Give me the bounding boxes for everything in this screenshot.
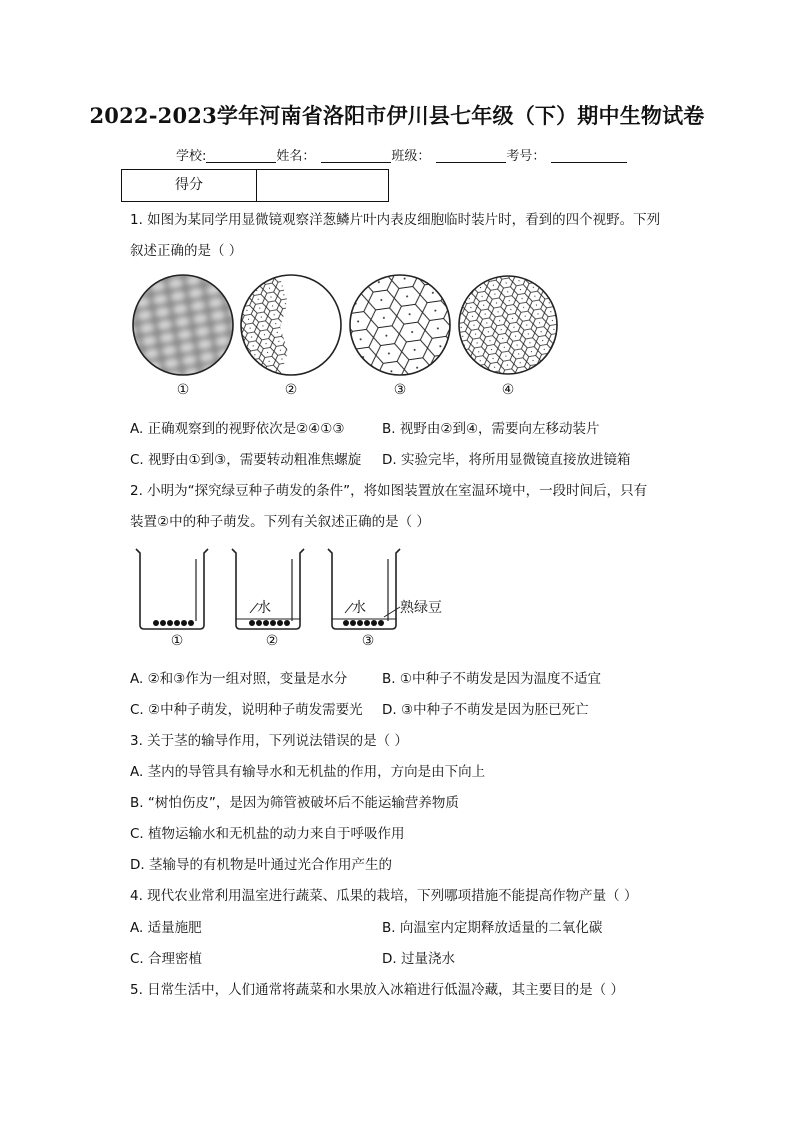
seed-germination-figure [134, 545, 454, 633]
field-3-large-cells [348, 272, 458, 380]
q4-option-b[interactable]: B. 向温室内定期释放适量的二氧化碳 [382, 920, 603, 936]
q3-stem: 3. 关于茎的输导作用，下列说法错误的是（ ） [130, 733, 408, 749]
number-blank[interactable] [551, 149, 627, 163]
q2-figure-label-2: ② [265, 633, 279, 649]
score-value-cell[interactable] [257, 170, 388, 201]
q4-option-a[interactable]: A. 适量施肥 [130, 920, 202, 936]
q2-stem-line2: 装置②中的种子萌发。下列有关叙述正确的是（ ） [130, 514, 430, 530]
q3-option-b[interactable]: B. “树怕伤皮”，是因为筛管被破坏后不能运输营养物质 [130, 795, 459, 811]
q4-option-d[interactable]: D. 过量浇水 [382, 951, 455, 967]
name-blank[interactable] [321, 149, 391, 163]
school-label: 学校: [176, 149, 207, 164]
water-label-2: 水 [257, 600, 271, 616]
q2-option-b[interactable]: B. ①中种子不萌发是因为温度不适宜 [382, 671, 601, 687]
q1-figure-label-1: ① [176, 382, 190, 398]
q5-stem: 5. 日常生活中，人们通常将蔬菜和水果放入冰箱进行低温冷藏，其主要目的是（ ） [130, 982, 624, 998]
exam-title: 2022-2023学年河南省洛阳市伊川县七年级（下）期中生物试卷 [89, 103, 705, 128]
q1-option-c[interactable]: C. 视野由①到③，需要转动粗准焦螺旋 [130, 452, 362, 468]
class-label: 班级： [391, 149, 431, 164]
q1-figure-label-4: ④ [501, 382, 515, 398]
q1-figure-label-2: ② [284, 382, 298, 398]
school-blank[interactable] [206, 149, 276, 163]
q1-option-a[interactable]: A. 正确观察到的视野依次是②④①③ [130, 421, 345, 437]
q1-option-b[interactable]: B. 视野由②到④，需要向左移动装片 [382, 421, 600, 437]
beaker-1 [136, 549, 208, 629]
q2-figure-label-1: ① [170, 633, 184, 649]
q1-figure-label-3: ③ [393, 382, 407, 398]
q2-figure-label-3: ③ [361, 633, 375, 649]
q3-option-c[interactable]: C. 植物运输水和无机盐的动力来自于呼吸作用 [130, 826, 405, 842]
q3-option-a[interactable]: A. 茎内的导管具有输导水和无机盐的作用，方向是由下向上 [130, 764, 486, 780]
beaker-3 [328, 549, 400, 629]
q4-option-c[interactable]: C. 合理密植 [130, 951, 203, 967]
score-box [121, 169, 389, 202]
name-label: 姓名： [276, 149, 316, 164]
q2-option-d[interactable]: D. ③中种子不萌发是因为胚已死亡 [382, 702, 589, 718]
q2-option-a[interactable]: A. ②和③作为一组对照，变量是水分 [130, 671, 348, 687]
microscope-fields-figure [128, 272, 564, 380]
q3-option-d[interactable]: D. 茎输导的有机物是叶通过光合作用产生的 [130, 857, 392, 873]
class-blank[interactable] [436, 149, 506, 163]
field-1-blurry [128, 272, 238, 380]
score-label: 得分 [122, 170, 257, 201]
field-4-small-cells [456, 272, 564, 380]
q1-option-d[interactable]: D. 实验完毕，将所用显微镜直接放进镜箱 [382, 452, 631, 468]
q2-option-c[interactable]: C. ②中种子萌发，说明种子萌发需要光 [130, 702, 363, 718]
q4-stem: 4. 现代农业常利用温室进行蔬菜、瓜果的栽培，下列哪项措施不能提高作物产量（ ） [130, 888, 638, 904]
q1-stem-line2: 叙述正确的是（ ） [130, 243, 243, 259]
beaker-2 [232, 549, 304, 629]
water-label-3: 水 [352, 600, 366, 616]
number-label: 考号： [506, 149, 546, 164]
field-2-offcenter [241, 272, 341, 380]
cooked-beans-label: 熟绿豆 [400, 600, 442, 616]
q1-stem-line1: 1. 如图为某同学用显微镜观察洋葱鳞片叶内表皮细胞临时装片时，看到的四个视野。下列 [130, 212, 661, 228]
student-info-row [176, 145, 627, 164]
q2-stem-line1: 2. 小明为“探究绿豆种子萌发的条件”，将如图装置放在室温环境中，一段时间后，只有 [130, 483, 648, 499]
